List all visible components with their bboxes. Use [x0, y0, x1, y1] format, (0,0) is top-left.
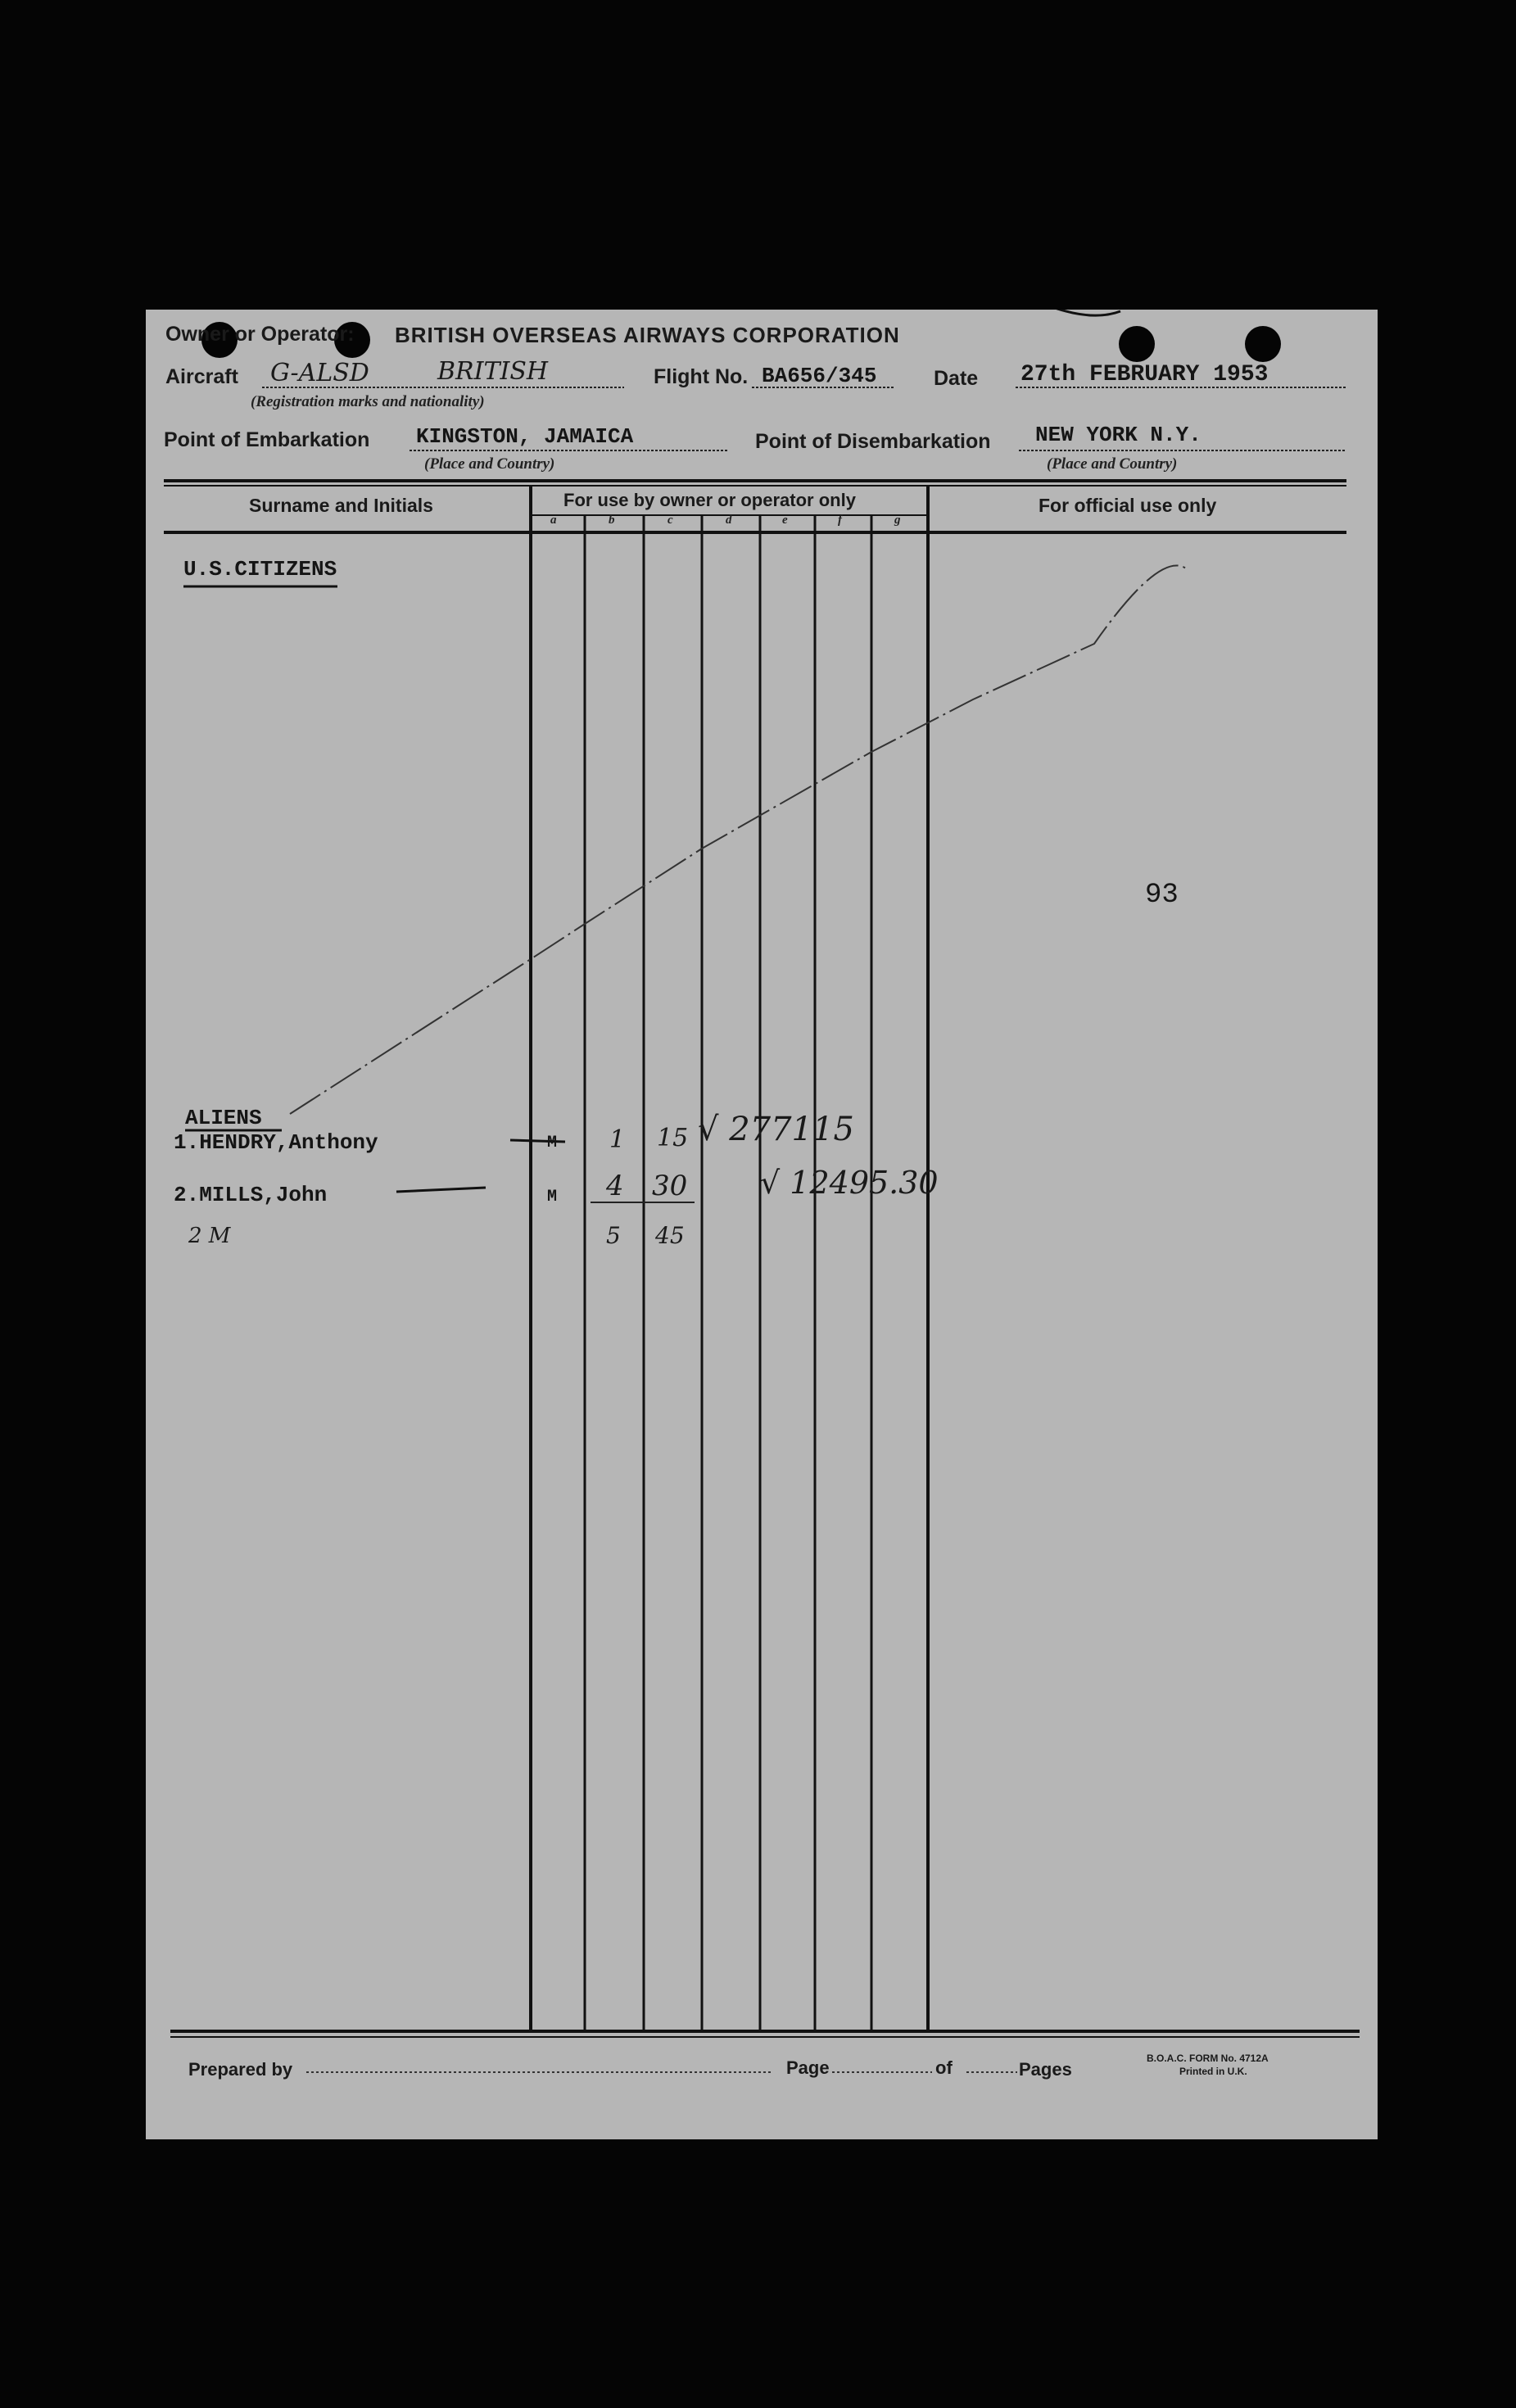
flight-label: Flight No.: [654, 365, 749, 388]
owner-label: Owner or Operator:: [165, 323, 355, 346]
punch-hole: [1245, 326, 1281, 362]
passenger-name: 2.MILLS,John: [174, 1183, 328, 1207]
col-operator-header: For use by owner or operator only: [563, 490, 856, 510]
aircraft-value: G-ALSD: [270, 359, 369, 387]
embark-value: KINGSTON, JAMAICA: [416, 424, 634, 449]
passenger-col-c: 15: [657, 1124, 689, 1152]
section-us-citizens: U.S.CITIZENS: [183, 557, 337, 582]
disembark-note: (Place and Country): [1047, 455, 1178, 473]
passenger-col-b: 4: [606, 1170, 624, 1202]
sub-col-c: c: [667, 514, 673, 527]
section-aliens: ALIENS: [185, 1106, 262, 1130]
passenger-name: 1.HENDRY,Anthony: [174, 1130, 378, 1155]
form-rules: [146, 310, 1378, 2139]
sub-col-d: d: [726, 514, 732, 527]
totals-col-c: 45: [655, 1222, 685, 1249]
aircraft-label: Aircraft: [165, 365, 238, 388]
sub-col-a: a: [550, 514, 557, 527]
disembark-value: NEW YORK N.Y.: [1035, 423, 1201, 447]
official-number: 93: [1145, 880, 1179, 911]
passenger-col-b: 1: [609, 1125, 626, 1154]
totals-label: 2 M: [188, 1224, 231, 1248]
col-official-header: For official use only: [1039, 495, 1217, 516]
pages-label: Pages: [1019, 2059, 1072, 2080]
prepared-by-label: Prepared by: [188, 2059, 293, 2080]
printed-in: Printed in U.K.: [1179, 2066, 1247, 2077]
passenger-sex: M: [547, 1134, 558, 1152]
passenger-col-c: 30: [652, 1170, 688, 1202]
aircraft-note: (Registration marks and nationality): [251, 393, 485, 410]
disembark-label: Point of Disembarkation: [755, 430, 991, 453]
col-surname-header: Surname and Initials: [249, 495, 433, 516]
manifest-page: [146, 310, 1378, 2139]
date-label: Date: [934, 367, 979, 390]
owner-value: BRITISH OVERSEAS AIRWAYS CORPORATION: [395, 323, 900, 347]
embark-label: Point of Embarkation: [164, 428, 370, 451]
sub-col-f: f: [838, 514, 842, 527]
punch-hole: [1119, 326, 1155, 362]
form-number: B.O.A.C. FORM No. 4712A: [1147, 2053, 1269, 2064]
sub-col-g: g: [894, 514, 901, 527]
of-label: of: [935, 2057, 953, 2078]
passenger-note: √ 277115: [698, 1111, 854, 1148]
flight-value: BA656/345: [762, 364, 877, 388]
date-value: 27th FEBRUARY 1953: [1020, 362, 1269, 387]
sub-col-e: e: [782, 514, 788, 527]
cancellation-stroke: [290, 565, 1186, 1114]
totals-col-b: 5: [606, 1222, 621, 1249]
passenger-sex: M: [547, 1188, 558, 1206]
sub-col-b: b: [609, 514, 615, 527]
page-label: Page: [786, 2057, 830, 2078]
aircraft-nationality: BRITISH: [437, 357, 549, 386]
passenger-note: √ 12495.30: [760, 1165, 939, 1201]
embark-note: (Place and Country): [424, 455, 555, 473]
